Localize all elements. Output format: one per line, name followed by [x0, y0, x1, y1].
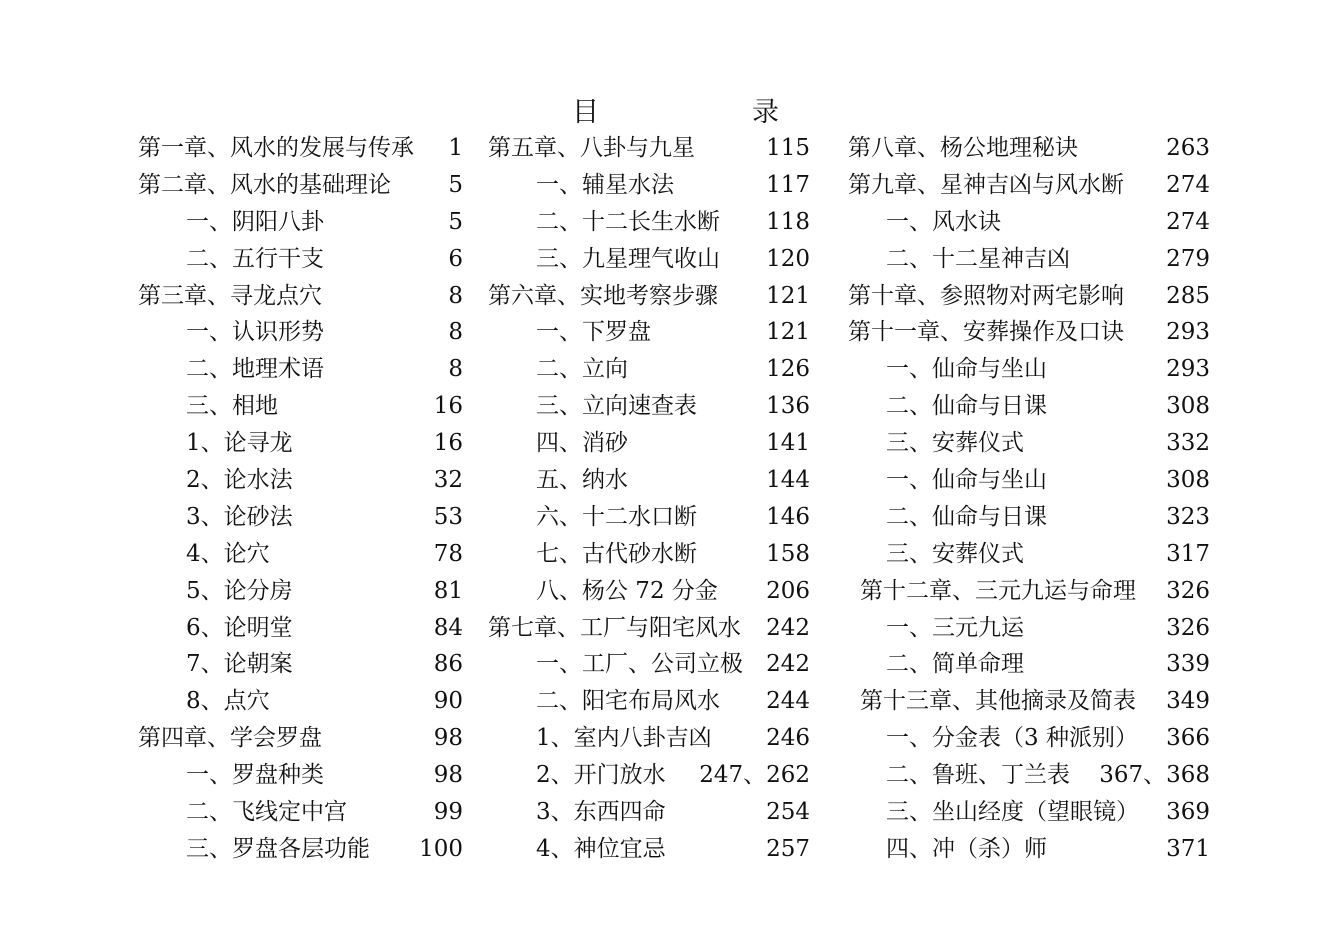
toc-entry-label: 三、相地 [186, 393, 278, 420]
toc-entry-label: 三、安葬仪式 [886, 430, 1024, 457]
toc-entry-page: 8 [448, 356, 463, 383]
toc-entry-page: 99 [433, 799, 463, 826]
toc-entry-label: 二、十二长生水断 [536, 208, 720, 235]
toc-entry-page: 206 [766, 577, 810, 604]
toc-entry-page: 84 [433, 614, 463, 641]
toc-entry-page: 308 [1166, 467, 1210, 494]
toc-entry-label: 第十一章、安葬操作及口诀 [848, 319, 1124, 346]
toc-entry-page: 349 [1166, 688, 1210, 715]
toc-entry-page: 86 [433, 651, 463, 678]
toc-entry-label: 3、东西四命 [536, 799, 666, 826]
toc-title-char-2: 录 [752, 97, 779, 128]
toc-entry-label: 2、开门放水 [536, 762, 666, 789]
toc-entry-page: 8 [448, 319, 463, 346]
toc-entry-label: 一、风水诀 [886, 208, 1001, 235]
toc-entry-page: 115 [766, 135, 810, 161]
toc-entry-label: 第二章、风水的基础理论 [138, 171, 391, 198]
toc-entry-label: 二、十二星神吉凶 [886, 245, 1070, 272]
toc-entry-page: 274 [1166, 208, 1210, 235]
toc-entry-label: 二、仙命与日课 [886, 503, 1047, 530]
toc-entry-label: 一、下罗盘 [536, 319, 651, 346]
toc-entry-label: 4、神位宜忌 [536, 835, 666, 862]
toc-entry-page: 141 [766, 430, 810, 457]
toc-entry-page: 1 [448, 135, 463, 161]
toc-entry-page: 369 [1166, 799, 1210, 826]
toc-entry-label: 一、仙命与坐山 [886, 356, 1047, 383]
toc-entry-page: 242 [766, 614, 810, 641]
toc-entry-page: 117 [766, 171, 810, 198]
toc-entry-page: 32 [433, 467, 463, 494]
toc-entry-page: 339 [1166, 651, 1210, 678]
toc-entry-label: 6、论明堂 [186, 614, 293, 641]
toc-entry-label: 一、认识形势 [186, 319, 324, 346]
toc-entry-label: 第六章、实地考察步骤 [488, 282, 718, 309]
toc-entry-page: 317 [1166, 540, 1210, 567]
toc-entry-label: 二、仙命与日课 [886, 393, 1047, 420]
toc-entry-page: 263 [1166, 135, 1210, 161]
toc-entry-page: 98 [433, 725, 463, 752]
toc-entry-page: 121 [766, 282, 810, 309]
toc-entry-label: 二、地理术语 [186, 356, 324, 383]
toc-entry-page: 247、262 [699, 762, 810, 789]
toc-entry-label: 二、简单命理 [886, 651, 1024, 678]
toc-entry-page: 274 [1166, 171, 1210, 198]
toc-entry-page: 242 [766, 651, 810, 678]
toc-entry-label: 六、十二水口断 [536, 503, 697, 530]
toc-entry-page: 81 [433, 577, 463, 604]
toc-entry-page: 293 [1166, 319, 1210, 346]
toc-entry-label: 二、立向 [536, 356, 628, 383]
toc-entry-page: 118 [766, 208, 810, 235]
toc-entry-label: 一、辅星水法 [536, 171, 674, 198]
toc-entry-label: 七、古代砂水断 [536, 540, 697, 567]
toc-entry-label: 7、论朝案 [186, 651, 293, 678]
toc-entry-page: 285 [1166, 282, 1210, 309]
toc-entry-label: 第十三章、其他摘录及简表 [860, 688, 1136, 715]
toc-entry-page: 5 [448, 171, 463, 198]
toc-entry-page: 246 [766, 725, 810, 752]
toc-entry-page: 146 [766, 503, 810, 530]
toc-entry-page: 136 [766, 393, 810, 420]
toc-entry-page: 6 [448, 245, 463, 272]
toc-entry-label: 第十章、参照物对两宅影响 [848, 282, 1124, 309]
toc-entry-page: 293 [1166, 356, 1210, 383]
toc-entry-label: 三、罗盘各层功能 [186, 835, 370, 862]
toc-entry-label: 四、冲（杀）师 [886, 835, 1047, 862]
toc-entry-label: 四、消砂 [536, 430, 628, 457]
toc-entry-label: 2、论水法 [186, 467, 293, 494]
toc-entry-page: 279 [1166, 245, 1210, 272]
toc-entry-page: 332 [1166, 430, 1210, 457]
toc-entry-page: 5 [448, 208, 463, 235]
toc-entry-label: 8、点穴 [186, 688, 270, 715]
toc-entry-page: 53 [433, 503, 463, 530]
toc-entry-label: 二、鲁班、丁兰表 [886, 762, 1070, 789]
toc-entry-label: 二、阳宅布局风水 [536, 688, 720, 715]
toc-entry-label: 一、分金表（3 种派别） [886, 725, 1138, 752]
toc-entry-page: 78 [433, 540, 463, 567]
toc-entry-page: 326 [1166, 614, 1210, 641]
toc-entry-label: 4、论穴 [186, 540, 270, 567]
toc-entry-page: 8 [448, 282, 463, 309]
toc-entry-label: 三、立向速查表 [536, 393, 697, 420]
toc-entry-label: 三、九星理气收山 [536, 245, 720, 272]
toc-entry-page: 366 [1166, 725, 1210, 752]
toc-entry-page: 158 [766, 540, 810, 567]
toc-entry-label: 二、飞线定中宫 [186, 799, 347, 826]
toc-entry-page: 120 [766, 245, 810, 272]
toc-entry-label: 一、罗盘种类 [186, 762, 324, 789]
toc-entry-label: 第八章、杨公地理秘诀 [848, 135, 1078, 161]
toc-entry-label: 一、阴阳八卦 [186, 208, 324, 235]
toc-entry-page: 144 [766, 467, 810, 494]
toc-title-char-1: 目 [572, 97, 599, 128]
toc-entry-label: 5、论分房 [186, 577, 293, 604]
toc-entry-page: 16 [433, 393, 463, 420]
toc-entry-label: 五、纳水 [536, 467, 628, 494]
toc-entry-label: 一、工厂、公司立极 [536, 651, 743, 678]
toc-entry-label: 八、杨公 72 分金 [536, 577, 718, 604]
toc-entry-label: 1、室内八卦吉凶 [536, 725, 712, 752]
toc-entry-page: 98 [433, 762, 463, 789]
toc-entry-label: 1、论寻龙 [186, 430, 293, 457]
toc-entry-label: 三、坐山经度（望眼镜） [886, 799, 1139, 826]
toc-entry-label: 第四章、学会罗盘 [138, 725, 322, 752]
toc-entry-label: 一、三元九运 [886, 614, 1024, 641]
toc-entry-label: 三、安葬仪式 [886, 540, 1024, 567]
toc-entry-page: 254 [766, 799, 810, 826]
toc-entry-page: 121 [766, 319, 810, 346]
toc-entry-label: 第三章、寻龙点穴 [138, 282, 322, 309]
toc-entry-label: 第十二章、三元九运与命理 [860, 577, 1136, 604]
toc-entry-label: 第一章、风水的发展与传承 [138, 135, 414, 161]
toc-entry-page: 308 [1166, 393, 1210, 420]
toc-entry-page: 126 [766, 356, 810, 383]
toc-entry-label: 一、仙命与坐山 [886, 467, 1047, 494]
toc-entry-label: 3、论砂法 [186, 503, 293, 530]
toc-entry-page: 244 [766, 688, 810, 715]
toc-entry-label: 第九章、星神吉凶与风水断 [848, 171, 1124, 198]
toc-entry-label: 第五章、八卦与九星 [488, 135, 695, 161]
toc-entry-page: 323 [1166, 503, 1210, 530]
toc-entry-page: 90 [433, 688, 463, 715]
toc-entry-label: 二、五行干支 [186, 245, 324, 272]
toc-entry-page: 326 [1166, 577, 1210, 604]
toc-entry-page: 100 [419, 835, 463, 862]
toc-entry-label: 第七章、工厂与阳宅风水 [488, 614, 741, 641]
toc-entry-page: 367、368 [1099, 762, 1210, 789]
toc-entry-page: 16 [433, 430, 463, 457]
toc-entry-page: 371 [1166, 835, 1210, 862]
toc-entry-page: 257 [766, 835, 810, 862]
